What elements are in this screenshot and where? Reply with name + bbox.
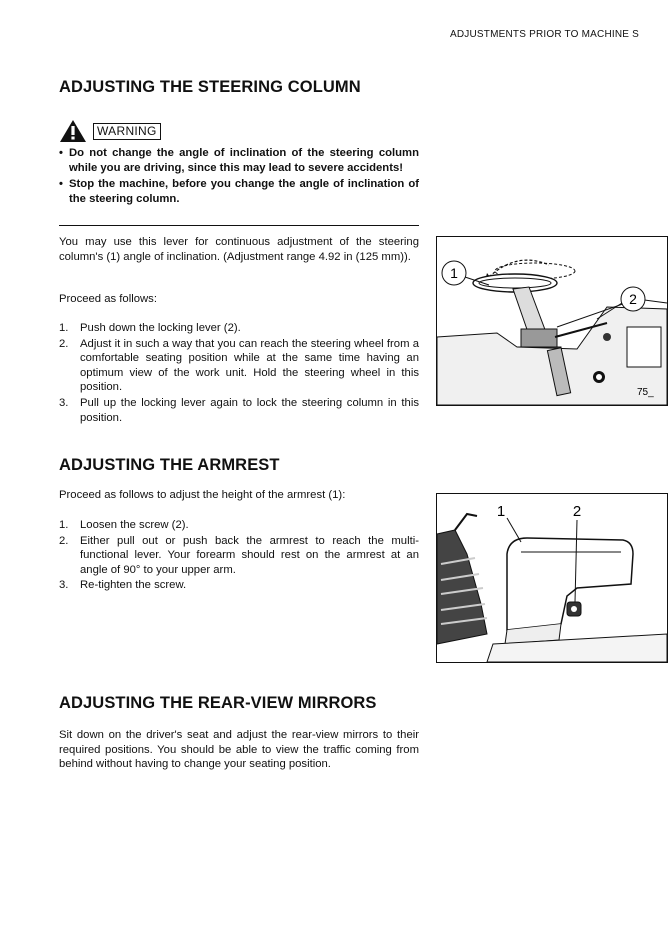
step-item bbox=[59, 518, 419, 533]
warning-item: • Stop the machine, before you change the angle of inclination of the steering column. bbox=[59, 177, 419, 206]
step-item bbox=[59, 396, 419, 425]
warning-triangle-icon bbox=[59, 119, 87, 143]
warning-header bbox=[59, 119, 161, 143]
step-number: 3. bbox=[59, 396, 69, 409]
callout-2: 2 bbox=[572, 503, 582, 520]
mirrors-heading: ADJUSTING THE REAR-VIEW MIRRORS bbox=[59, 694, 377, 712]
step-number: 2. bbox=[59, 534, 69, 547]
steering-proceed: Proceed as follows: bbox=[59, 293, 157, 305]
step-item bbox=[59, 534, 419, 578]
step-number: 3. bbox=[59, 579, 69, 592]
running-header: ADJUSTMENTS PRIOR TO MACHINE S bbox=[450, 29, 639, 40]
step-number: 1. bbox=[59, 519, 69, 531]
steering-intro: You may use this lever for continuous adjustment of the steering column's (1) angle of inclination. (Adjustment range 4.92 in (125 mm)). bbox=[59, 236, 419, 263]
callout-1: 1 bbox=[496, 503, 506, 520]
callout-2: 2 bbox=[629, 291, 637, 307]
step-item bbox=[59, 337, 419, 395]
divider bbox=[59, 225, 419, 226]
step-text: Loosen the screw (2). bbox=[80, 519, 189, 531]
warning-item: • Do not change the angle of inclination of the steering column while you are driving, since this may lead to severe accidents! bbox=[59, 146, 419, 175]
warning-label: WARNING bbox=[93, 123, 161, 140]
step-text: Re-tighten the screw. bbox=[80, 579, 187, 592]
step-number: 2. bbox=[59, 337, 69, 350]
armrest-figure bbox=[436, 493, 668, 663]
armrest-steps bbox=[59, 518, 419, 594]
armrest-heading: ADJUSTING THE ARMREST bbox=[59, 456, 280, 474]
step-text: Either pull out or push back the armrest to reach the multi-functional lever. Your forearm should rest on the armrest at an angle of 90° to your upper arm. bbox=[80, 534, 419, 576]
mirrors-body: Sit down on the driver's seat and adjust the rear-view mirrors to their required positions. You should be able to view the traffic coming from behind without having to change your seating position. bbox=[59, 729, 419, 771]
step-item bbox=[59, 578, 419, 593]
warning-list bbox=[59, 146, 419, 208]
step-number: 1. bbox=[59, 322, 69, 334]
step-item bbox=[59, 321, 419, 336]
step-text: Push down the locking lever (2). bbox=[80, 322, 241, 334]
steering-steps bbox=[59, 321, 419, 426]
steering-column-heading: ADJUSTING THE STEERING COLUMN bbox=[59, 78, 361, 96]
step-text: Adjust it in such a way that you can reach the steering wheel from a comfortable seating position while at the same time having an optimum view of the work unit. Hold the steering wheel in this position. bbox=[80, 337, 419, 394]
steering-column-figure bbox=[436, 236, 668, 406]
figure-reference: 75_ bbox=[637, 387, 654, 398]
armrest-intro: Proceed as follows to adjust the height of the armrest (1): bbox=[59, 489, 346, 501]
callout-1: 1 bbox=[450, 265, 458, 281]
step-text: Pull up the locking lever again to lock the steering column in this position. bbox=[80, 396, 419, 424]
